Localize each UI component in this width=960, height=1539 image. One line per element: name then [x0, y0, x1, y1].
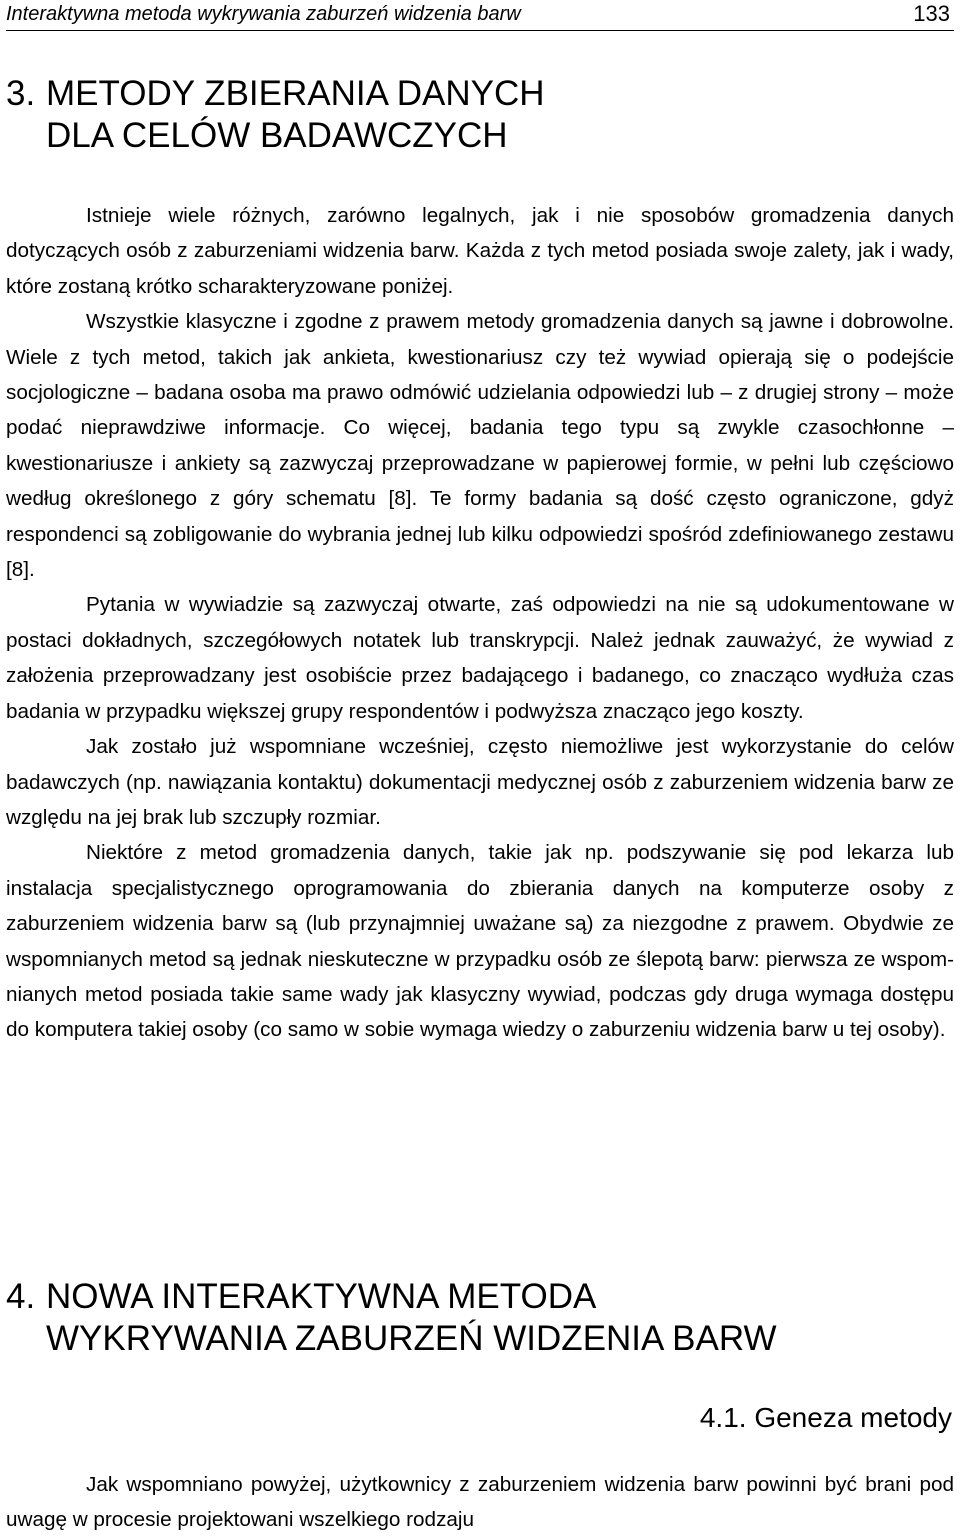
- section-3-number: 3.: [6, 74, 36, 113]
- section-3-title-line1: METODY ZBIERANIA DANYCH: [46, 74, 545, 113]
- section-3-heading: [6, 73, 545, 157]
- section-4-1-body: [6, 1467, 954, 1538]
- page-number: 133: [913, 1, 950, 26]
- section-3-body: [6, 198, 954, 1048]
- running-title: Interaktywna metoda wykrywania zaburzeń widzenia barw: [6, 3, 521, 25]
- section-4-number: 4.: [6, 1277, 36, 1316]
- paragraph: Jak zostało już wspomniane wcześniej, często niemożliwe jest wykorzystanie do celów badawczych (np. nawiązania kontaktu) dokumentacji medycznej osób z zaburzeniem widzenia barw ze względu na jej brak lub szczupły rozmiar.: [6, 735, 954, 829]
- section-3-title-line2: DLA CELÓW BADAWCZYCH: [46, 116, 508, 155]
- running-header: [6, 0, 954, 31]
- subsection-4-1-heading: 4.1. Geneza metody: [699, 1402, 952, 1433]
- paragraph: Istnieje wiele różnych, zarówno legalnych, jak i nie sposobów gromadzenia danych dotyczących osób z zaburzeniami widzenia barw. Każda z tych metod posiada swoje zalety, jak i wady, które zostaną krótko scharakteryzowane poniżej.: [6, 204, 954, 298]
- paragraph: Wszystkie klasyczne i zgodne z prawem metody gromadzenia danych są jawne i dobrowolne. Wiele z tych metod, takich jak ankieta, kwestionariusz czy też wywiad opierają się o podejście socjologiczne – badana osoba ma prawo odmówić udzielania odpowiedzi lub – z drugiej strony – może podać nieprawdziwe informacje. Co więcej, badania tego typu są zwykle czasochłonne – kwestionariusze i ankiety są zazwyczaj przeprowadzane w papierowej formie, w pełni lub częściowo według określonego z góry schematu [8]. Te formy badania są dość często ograniczone, gdyż respondenci są zobligowanie do wybrania jednej lub kilku odpowiedzi spośród zdefiniowanego zestawu [8].: [6, 310, 954, 582]
- paragraph: Jak wspomniano powyżej, użytkownicy z zaburzeniem widzenia barw powinni być brani pod uwagę w procesie projektowani wszelkiego rodzaju: [6, 1473, 954, 1532]
- section-4-title-line2: WYKRYWANIA ZABURZEŃ WIDZENIA BARW: [46, 1319, 777, 1358]
- section-4-heading: [6, 1276, 777, 1360]
- paragraph: Niektóre z metod gromadzenia danych, takie jak np. podszywanie się pod lekarza lub instalacja specjalistycznego oprogramowania do zbierania danych na komputerze osoby z zaburzeniem widzenia barw są (lub przynajmniej uważane są) za niezgodne z prawem. Obydwie ze wspomnianych metod są jednak nieskuteczne w przypadku osób ze ślepotą barw: pierwsza ze wspomnianych metod posiada takie same wady jak klasyczny wywiad, podczas gdy druga wymaga dostępu do komputera takiej osoby (co samo w sobie wymaga wiedzy o zaburzeniu widzenia barw u tej osoby).: [6, 841, 954, 1042]
- section-4-title-line1: NOWA INTERAKTYWNA METODA: [46, 1277, 597, 1316]
- paragraph: Pytania w wywiadzie są zazwyczaj otwarte, zaś odpowiedzi na nie są udokumentowane w postaci dokładnych, szczegółowych notatek lub transkrypcji. Należ jednak zauważyć, że wywiad z założenia przeprowadzany jest osobiście przez badającego i badanego, co znacząco wydłuża czas badania w przypadku większej grupy respondentów i podwyższa znacząco jego koszty.: [6, 593, 954, 723]
